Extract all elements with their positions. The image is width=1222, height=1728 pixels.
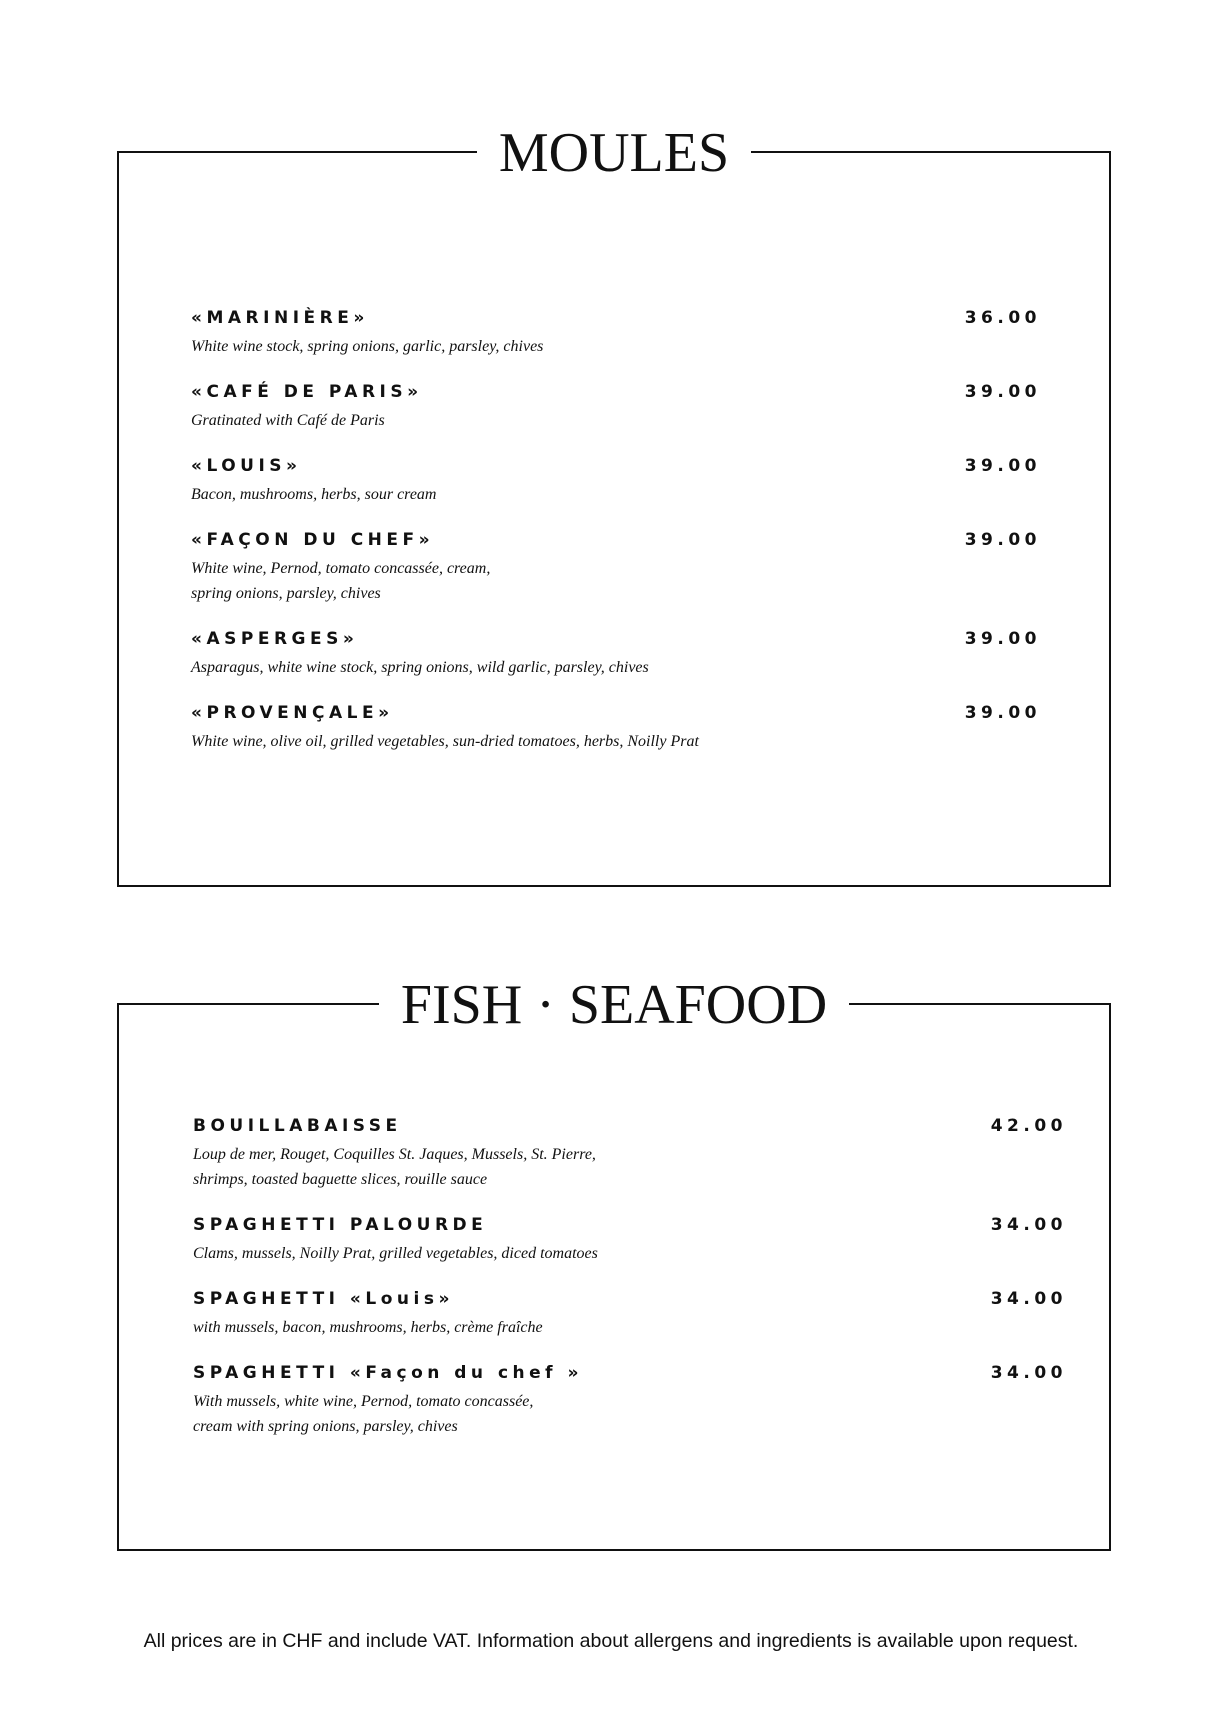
section-title-text: FISH · SEAFOOD <box>379 977 849 1033</box>
description-line: with mussels, bacon, mushrooms, herbs, crème fraîche <box>193 1319 543 1336</box>
item-price: 42.00 <box>990 1116 1067 1136</box>
description-line: cream with spring onions, parsley, chives <box>193 1418 458 1435</box>
item-price: 39.00 <box>964 703 1041 723</box>
item-name: BOUILLABAISSE <box>193 1116 402 1136</box>
description-line: White wine stock, spring onions, garlic, parsley, chives <box>191 338 544 355</box>
item-description <box>193 1315 543 1340</box>
item-description <box>193 1389 533 1439</box>
section-title <box>119 122 1109 184</box>
item-price: 34.00 <box>990 1215 1067 1235</box>
item-description <box>191 556 490 606</box>
item-price: 39.00 <box>964 456 1041 476</box>
footer-note: All prices are in CHF and include VAT. Information about allergens and ingredients is available upon request. <box>143 1630 1079 1652</box>
item-price: 39.00 <box>964 629 1041 649</box>
description-line: Gratinated with Café de Paris <box>191 412 385 429</box>
description-line: Bacon, mushrooms, herbs, sour cream <box>191 486 437 503</box>
item-price: 34.00 <box>990 1363 1067 1383</box>
item-price: 34.00 <box>990 1289 1067 1309</box>
description-line: Clams, mussels, Noilly Prat, grilled vegetables, diced tomatoes <box>193 1245 598 1262</box>
item-price: 39.00 <box>964 530 1041 550</box>
description-line: shrimps, toasted baguette slices, rouille sauce <box>193 1171 488 1188</box>
item-name: «ASPERGES» <box>191 629 359 649</box>
item-description <box>193 1241 598 1266</box>
item-price: 39.00 <box>964 382 1041 402</box>
item-price: 36.00 <box>964 308 1041 328</box>
description-line: Loup de mer, Rouget, Coquilles St. Jaques, Mussels, St. Pierre, <box>193 1146 596 1163</box>
description-line: spring onions, parsley, chives <box>191 585 381 602</box>
item-name: «CAFÉ DE PARIS» <box>191 382 423 402</box>
item-name: SPAGHETTI «Façon du chef » <box>193 1363 583 1383</box>
item-description <box>191 482 436 507</box>
moules-section <box>117 122 1111 887</box>
description-line: White wine, Pernod, tomato concassée, cream, <box>191 560 491 577</box>
item-name: «PROVENÇALE» <box>191 703 394 723</box>
section-title <box>119 974 1109 1036</box>
item-name: SPAGHETTI PALOURDE <box>193 1215 488 1235</box>
item-name: «LOUIS» <box>191 456 302 476</box>
item-name: «MARINIÈRE» <box>191 308 369 328</box>
item-description <box>191 729 699 754</box>
section-title-text: MOULES <box>477 125 751 181</box>
fish-seafood-section <box>117 974 1111 1551</box>
item-description <box>191 334 543 359</box>
description-line: White wine, olive oil, grilled vegetables, sun-dried tomatoes, herbs, Noilly Prat <box>191 733 699 750</box>
description-line: With mussels, white wine, Pernod, tomato concassée, <box>193 1393 534 1410</box>
item-name: «FAÇON DU CHEF» <box>191 530 435 550</box>
item-name: SPAGHETTI «Louis» <box>193 1289 454 1309</box>
description-line: Asparagus, white wine stock, spring onions, wild garlic, parsley, chives <box>191 659 649 676</box>
item-description <box>193 1142 596 1192</box>
item-description <box>191 408 385 433</box>
item-description <box>191 655 649 680</box>
